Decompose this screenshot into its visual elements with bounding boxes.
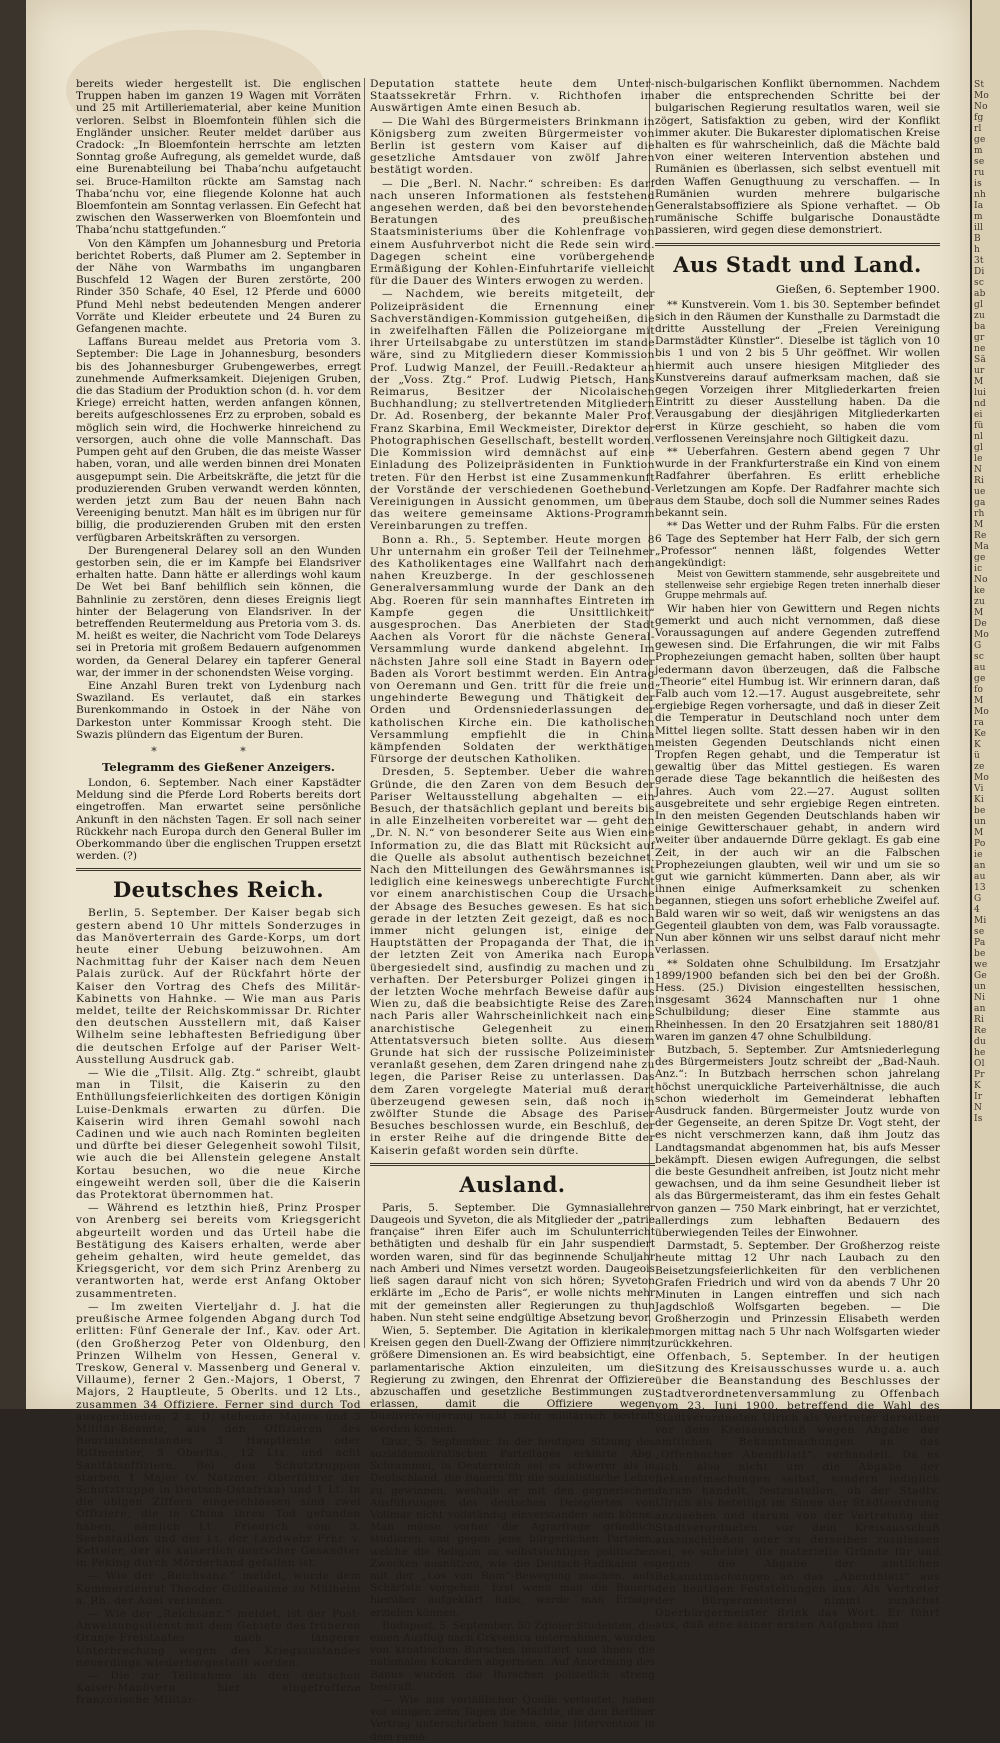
section-divider bbox=[370, 1163, 655, 1166]
facing-page-line: 4 bbox=[974, 905, 980, 915]
facing-page-line: ru bbox=[974, 168, 985, 178]
article-paragraph: ** Das Wetter und der Ruhm Falbs. Für die ersten 6 Tage des September hat Herr Falb, der sich gern „Professor“ nennen läßt, folgendes Wetter angekündigt: bbox=[655, 520, 940, 569]
facing-page-line: ic bbox=[974, 564, 983, 574]
facing-page-line: Ri bbox=[974, 476, 985, 486]
facing-page-line: ue bbox=[974, 487, 986, 497]
facing-page-line: M bbox=[974, 696, 984, 706]
facing-page-line: ur bbox=[974, 366, 985, 376]
facing-page-line: Ol bbox=[974, 1059, 985, 1069]
facing-page-line: Ke bbox=[974, 729, 987, 739]
facing-page-line: B bbox=[974, 234, 981, 244]
facing-page-line: ei bbox=[974, 410, 983, 420]
article-paragraph: — Wie die „Tilsit. Allg. Ztg.“ schreibt, glaubt man in Tilsit, die Kaiserin zu den Enthüllungsfeierlichkeiten des dortigen Königin Luise-Denkmals erwarten zu dürfen. Die Kaiserin wird ihren Gemahl sowohl nach Cadinen und wie auch nach Rominten begleiten und dürfte bei dieser Gelegenheit sowohl Tilsit, wie auch die bei Allenstein gelegene Anstalt Kortau besuchen, wo die neue Kirche eingeweiht werden soll, über die die Kaiserin das Protektorat übernommen hat. bbox=[76, 1067, 361, 1202]
facing-page-line: an bbox=[974, 861, 986, 871]
facing-page-line: G bbox=[974, 894, 982, 904]
facing-page-line: Ri bbox=[974, 1015, 985, 1025]
facing-page-line: lui bbox=[974, 388, 987, 398]
facing-page-line: 3t bbox=[974, 256, 984, 266]
facing-page-line: se bbox=[974, 157, 985, 167]
facing-page-line: fo bbox=[974, 685, 984, 695]
facing-page-line: se bbox=[974, 927, 985, 937]
facing-page-line: nd bbox=[974, 399, 986, 409]
article-paragraph: Budapest, 5. September. 50 Zgloier Studenten, die einen Ausflug nach Crkvenica unternahmen, wurden von kroatischen Burschen insultiert und ihnen die nationalen Kokarden abgerissen. Auf Anordnung des Banus wurden die Burschen polizeilich streng bestraft. bbox=[370, 1619, 655, 1693]
facing-page-line: Mi bbox=[974, 916, 987, 926]
facing-page-line: rh bbox=[974, 509, 985, 519]
article-paragraph: Deputation stattete heute dem Unter-Staatssekretär Frhrn. v. Richthofen im Auswärtigen Amte einen Besuch ab. bbox=[370, 78, 655, 115]
article-paragraph: London, 6. September. Nach einer Kapstädter Meldung sind die Pferde Lord Roberts bereits dort eingetroffen. Man erwartet seine persönliche Ankunft in den nächsten Tagen. Er soll nach seiner Rückkehr nach Europa durch den General Buller im Oberkommando über die englischen Truppen ersetzt werden. (?) bbox=[76, 776, 361, 863]
article-paragraph: — Nachdem, wie bereits mitgeteilt, der Polizeipräsident die Ernennung einer Sachverständigen-Kommission gutgeheißen, die in zweifelhaften Fällen die Polizeiorgane mit ihrer Urteilsabgabe zu unterstützen im stande wäre, sind zu Mitgliedern dieser Kommission Prof. Ludwig Manzel, der Feuill.-Redakteur an der „Voss. Ztg.“ Prof. Ludwig Pietsch, Hans Reimarus, Besitzer der Nicolaischen Buchhandlung; zu stellvertretenden Mitgliedern Dr. Ad. Rosenberg, der bekannte Maler Prof. Franz Skarbina, Emil Weckmeister, Direktor der Photographischen Gesellschaft, bestellt worden. Die Kommission wird demnächst auf eine Einladung des Polizeipräsidenten in Funktion treten. Für den Herbst ist eine Zusammenkunft der Vorstände der verschiedenen Goethebund-Vereinigungen in Aussicht genommen, um über das weitere gemeinsame Aktions-Programm Vereinbarungen zu treffen. bbox=[370, 288, 655, 533]
section-heading-ausland: Ausland. bbox=[459, 1171, 566, 1197]
column-1 bbox=[76, 78, 361, 1707]
article-paragraph: bereits wieder hergestellt ist. Die englischen Truppen haben im ganzen 19 Wagen mit Vorräten und 25 mit Artilleriematerial, aber keine Munition verloren. Selbst in Bloemfontein fühlen sich die Engländer unsicher. Reuter meldet darüber aus Cradock: „In Bloemfontein herrschte am letzten Sonntag große Aufregung, als gemeldet wurde, daß eine Burenabteilung bei Thaba’nchu aufgetaucht sei. Bruce-Hamilton rückte am Samstag nach Thaba’nchu vor, eine fliegende Kolonne hat auch Bloemfontein am Sonntag verlassen. Ein Gefecht hat zwischen den Wasserwerken von Bloemfontein und Thaba’nchu stattgefunden.“ bbox=[76, 78, 361, 237]
article-paragraph: Offenbach, 5. September. In der heutigen Sitzung des Kreisausschusses wurde u. a. auch über die Beanstandung des Beschlusses der Stadtverordnetenversammlung zu Offenbach vom 23. Juni 1900, betreffend die Wahl des Stadtverordneten Ulrich als Vertreter derselben vor dem Kreisausschuß wegen Abgabe der amtlichen Bekanntmachungen an das „Offenbacher Abendblatt“, verhandelt. Da es sich also nicht um die Abgabe der Bekanntmachungen selbst, sondern lediglich darum handelt, festzustellen, ob der Stadtv. Ulrich als beteiligt im Sinne der Städteordnung anzusehen und darum von der Vertretung der Stadtverordneten vor dem Kreisausschuß auszuschließen oder zu derselben zuzulassen sei, so scheidet die materielle Gründe für und gegen die Abgabe der amtlichen Bekanntmachungen an das „Abendblatt“ aus den heutigen Feststellungen aus. Als Vertreter der Bürgermeisterei nimmt zunächst Oberbürgermeister Brink das Wort. Er führt aus, daß eine seiner ersten Aufgaben ihm bbox=[655, 1351, 940, 1632]
facing-page-line: Sä bbox=[974, 355, 986, 365]
section-divider bbox=[655, 243, 940, 246]
facing-page-text bbox=[972, 80, 1000, 1125]
facing-page-line: Ir bbox=[974, 1092, 983, 1102]
facing-page-line: ze bbox=[974, 762, 985, 772]
facing-page-line: Ma bbox=[974, 542, 989, 552]
facing-page-line: K bbox=[974, 1081, 981, 1091]
facing-page-line: gl bbox=[974, 300, 984, 310]
article-paragraph: Butzbach, 5. September. Zur Amtsniederlegung des Bürgermeisters Joutz schreibt der „Bad-Nauh. Anz.“: In Butzbach herrschen schon jahrelang höchst unerquickliche Parteiverhältnisse, die auch schon wiederholt im Gemeinderat lebhaften Ausdruck fanden. Bürgermeister Joutz wurde von der Gegenseite, an deren Spitze Dr. Vogt steht, der es nicht verschmerzen kann, daß ihm Joutz das Landtagsmandat abgenommen hat, bis aufs Messer bekämpft. Diesen ewigen Aufregungen, die selbst die beste Gesundheit anfreiben, ist Joutz nicht mehr gewachsen, und da ihm seine Gesundheit lieber ist als das Bürgermeisteramt, das ihm ein festes Gehalt von ganzen — 750 Mark einbringt, hat er verzichtet, allerdings zum lebhaften Bedauern des überwiegenden Teiles der Einwohner. bbox=[655, 1043, 940, 1239]
facing-page-line: Mo bbox=[974, 707, 990, 717]
facing-page-line: be bbox=[974, 949, 986, 959]
article-paragraph: Dresden, 5. September. Ueber die wahren Gründe, die den Zaren von dem Besuch der Pariser Weltausstellung abgehalten — ein Besuch, der thatsächlich geplant und bereits bis in alle Einzelheiten vorbereitet war — geht den „Dr. N. N.“ von besonderer Seite aus Wien eine Information zu, die das Blatt mit Rücksicht auf die Quelle als absolut authentisch bezeichnet. Nach den Mitteilungen des Gewährsmannes ist lediglich eine keineswegs unberechtigte Furcht vor einem anarchistischen Coup die Ursache der Absage des Besuches gewesen. Es hat sich gerade in der letzten Zeit gezeigt, daß es noch immer nicht gelungen ist, einige der Hauptstätten der Propaganda der That, die in der letzten Zeit von Amerika nach Europa übergesiedelt sind, ausfindig zu machen und zu verhaften. Der Petersburger Polizei gingen in der letzten Woche mehrfach Beweise dafür aus Wien zu, daß die beabsichtigte Reise des Zaren nach Paris aller Wahrscheinlichkeit nach eine anarchistische Gelegenheit zu einem Attentatsversuch bieten sollte. Aus diesem Grunde hat sich der russische Polizeiminister veranlaßt gesehen, dem Zaren dringend nahe zu legen, die Pariser Reise zu unterlassen. Das dem Zaren vorgelegte Material muß derart überzeugend gewesen sein, daß noch in zwölfter Stunde die Absage des Pariser Besuches beschlossen wurde, ein Beschluß, der in erster Reihe auf die dringende Bitte der Kaiserin gefaßt worden sein dürfte. bbox=[370, 766, 655, 1157]
facing-page-line: M bbox=[974, 377, 984, 387]
facing-page-line: au bbox=[974, 872, 986, 882]
article-paragraph: — Im zweiten Vierteljahr d. J. hat die preußische Armee folgenden Abgang durch Tod erlitten: Fünf Generale der Inf., Kav. oder Art. (den Großherzog Peter von Oldenburg, den Prinzen Wilhelm von Hessen, General v. Treskow, General v. Massenberg und General v. Villaume), ferner 2 Gen.-Majors, 1 Oberst, 7 Majors, 2 Hauptleute, 5 Oberlts. und 12 Lts., zusammen 34 Offiziere. Ferner sind durch Tod ausgeschieden: 2 z. D. stehende Majors und 3 Militär-Beamte, aus den Offizieren des Beurlaubtenstandes 3 Hauptleute oder Rittmeister, 5 Oberlts., 12 Lts. und acht Sanitätsoffiziere. Bei den Schutztruppen starben 1 Major (v. Natzmer, Oberführer der Schutztruppe in Deutsch-Ostafrika) und 1 Lt. In die obigen Ziffern eingeschlossen sind zwei Offiziere, die in China ihren Tod gefunden haben, nämlich Lt. Friedrich vom 3. Seebataillon und der Lt. der Landwehr Frhr. v. Ketteler, der als kaiserlich deutscher Gesandter in Peking durch Mörderhand gefallen ist. bbox=[76, 1300, 361, 1570]
article-paragraph: — Wie der „Reichsanz.“ meldet, wurde dem Kommerzienrat Theodor Guilleaume zu Mülheim a. Rh. der Adel verliehen. bbox=[76, 1570, 361, 1607]
facing-page-line: gr bbox=[974, 333, 985, 343]
facing-page-line: un bbox=[974, 817, 986, 827]
facing-page-line: M bbox=[974, 608, 984, 618]
facing-page-line: Ki bbox=[974, 795, 985, 805]
facing-page-line: be bbox=[974, 806, 986, 816]
section-heading-aus-stadt-und-land: Aus Stadt und Land. bbox=[673, 251, 922, 277]
facing-page-line: Mo bbox=[974, 630, 990, 640]
article-paragraph: Wien, 5. September. Die Agitation in klerikalen Kreisen gegen den Duell-Zwang der Offiziere nimmt größere Dimensionen an. Es wird beabsichtigt, eine parlamentarische Aktion einzuleiten, um die Regierung zu zwingen, den Ehrenrat der Offiziere abzuschaffen und gesetzliche Bestimmungen zu erlassen, damit die Offiziere wegen Duellverweigerung nicht mehr militärisch bestraft werden können. bbox=[370, 1324, 655, 1435]
facing-page-line: fg bbox=[974, 113, 984, 123]
facing-page-line: K bbox=[974, 740, 981, 750]
facing-page-line: ne bbox=[974, 344, 986, 354]
article-paragraph: Eine Anzahl Buren trekt von Lydenburg nach Swaziland. Es verlautet, daß ein starkes Burenkommando in Ostoek in der Nähe von Darkeston unter Kommissar Kroogh steht. Die Swazis plündern das Eigentum der Buren. bbox=[76, 679, 361, 741]
facing-page-line: Pa bbox=[974, 938, 986, 948]
facing-page-line: nh bbox=[974, 190, 986, 200]
facing-page-edge bbox=[972, 0, 1000, 1409]
facing-page-line: Po bbox=[974, 839, 986, 849]
facing-page-line: an bbox=[974, 1004, 986, 1014]
facing-page-line: ab bbox=[974, 289, 986, 299]
facing-page-line: ge bbox=[974, 553, 986, 563]
facing-page-line: nl bbox=[974, 432, 984, 442]
article-paragraph: Paris, 5. September. Die Gymnasiallehrer Daugeois und Syveton, die als Mitglieder der „patrie française“ ihren Eifer auch im Schulunterricht bethätigten und deshalb für ein Jahr suspendiert worden waren, sind für das beginnende Schuljahr nach Amberi und Nimes versetzt worden. Daugeois ließ sagen darauf nicht von sich hören; Syveton erklärte im „Echo de Paris“, er wolle nichts mehr mit der gemeinsten aller Regierungen zu thun haben. Nun steht seine endgültige Absetzung bevor. bbox=[370, 1201, 655, 1324]
facing-page-line: ü bbox=[974, 751, 980, 761]
facing-page-line: Ni bbox=[974, 993, 986, 1003]
facing-page-line: un bbox=[974, 982, 986, 992]
facing-page-line: fü bbox=[974, 421, 984, 431]
facing-page-line: we bbox=[974, 960, 988, 970]
column-2 bbox=[370, 78, 655, 1743]
forecast-quote: Meist von Gewittern stammende, sehr ausgebreitete und stellenweise sehr ergiebige Regen treten innerhalb dieser Gruppe mehrmals auf. bbox=[665, 570, 940, 602]
facing-page-line: Re bbox=[974, 531, 987, 541]
facing-page-line: zu bbox=[974, 311, 985, 321]
article-paragraph: — Die Wahl des Bürgermeisters Brinkmann in Königsberg zum zweiten Bürgermeister von Berlin ist gestern vom Kaiser auf die gesetzliche Amtsdauer von zwölf Jahren bestätigt worden. bbox=[370, 115, 655, 177]
section-divider bbox=[76, 868, 361, 871]
section-heading-deutsches-reich: Deutsches Reich. bbox=[112, 877, 325, 903]
facing-page-line: No bbox=[974, 575, 988, 585]
article-paragraph: Der Burengeneral Delarey soll an den Wunden gestorben sein, die er im Kampfe bei Elandsriver erhalten hatte. Dann hätte er allerdings wohl kaum De Wet bei Banf behilflich sein können, die Bahnlinie zu zerstören, denn dieses Ereignis liegt hinter der Belagerung von Elandsriver. In der betreffenden Reutermeldung aus Pretoria vom 3. ds. M. heißt es weiter, die Nachricht vom Tode Delareys sei in Pretoria mit großem Bedauern aufgenommen worden, da General Delarey ein tapferer General war, der immer in der schonendsten Weise vorging. bbox=[76, 544, 361, 679]
facing-page-line: he bbox=[974, 1048, 986, 1058]
facing-page-line: M bbox=[974, 828, 984, 838]
facing-page-line: zu bbox=[974, 597, 985, 607]
article-paragraph: Laffans Bureau meldet aus Pretoria vom 3. September: Die Lage in Johannesburg, besonders bis des Johannesburger Grubengewerbes, erregt zunehmende Aufmerksamkeit. Diejenigen Gruben, die das Stadium der Produktion schon (d. h. vor dem Kriege) erreicht hatten, werden anfangen können, bereits aufgeschlossenes Erz zu erproben, sobald es möglich sein wird, die Hochwerke hinreichend zu versorgen, auch ohne die volle Mannschaft. Das Pumpen geht auf den Gruben, die das meiste Wasser haben, voran, und alle werden binnen drei Monaten ausgepumpt sein. Die Arbeitskräfte, die jetzt für die produzierenden Gruben verwandt werden könnten, werden jetzt zum Bau der neuen Bahn nach Vereeniging benutzt. Man hält es im übrigen nur für billig, die produzierenden Gruben mit den ersten verfügbaren Arbeitskräften zu versorgen. bbox=[76, 336, 361, 544]
facing-page-line: Re bbox=[974, 1026, 987, 1036]
facing-page-line: N bbox=[974, 465, 983, 475]
facing-page-line: Mo bbox=[974, 773, 990, 783]
column-3 bbox=[655, 78, 940, 1632]
article-paragraph: — Wie der „Reichsanz.“ meldet, ist der Post-Anweisungsdienst mit dem Gebiete des früheren Oranje-Freistaates nach längerer Unterbrechung wegen des Kriegszustandes neuerdings wiederhergestellt worden. bbox=[76, 1607, 361, 1669]
facing-page-line: G bbox=[974, 641, 982, 651]
article-paragraph: — Während es letzthin hieß, Prinz Prosper von Arenberg sei bereits vom Kriegsgericht abgeurteilt worden und das Urteil habe die Bestätigung des Kaisers erhalten, werde aber geheim gehalten, wird heute gemeldet, das Kriegsgericht, vor dem sich Prinz Arenberg zu verantworten hat, werde erst Anfang Oktober zusammentreten. bbox=[76, 1202, 361, 1300]
section-stars: * * bbox=[151, 744, 286, 758]
facing-page-line: St bbox=[974, 80, 985, 90]
dateline: Gießen, 6. September 1900. bbox=[775, 281, 940, 296]
facing-page-line: ill bbox=[974, 223, 984, 233]
facing-page-line: M bbox=[974, 520, 984, 530]
facing-page-line: ge bbox=[974, 135, 986, 145]
facing-page-line: Di bbox=[974, 267, 985, 277]
facing-page-line: sc bbox=[974, 652, 985, 662]
facing-page-line: N bbox=[974, 1103, 983, 1113]
book-gutter bbox=[0, 0, 26, 1409]
article-paragraph: — Die „Berl. N. Nachr.“ schreiben: Es darf nach unseren Informationen als feststehend angesehen werden, daß bei den bevorstehenden Beratungen des preußischen Staatsministeriums über die Kohlenfrage von einem Ausfuhrverbot nicht die Rede sein wird. Dagegen scheint eine vorübergehende Ermäßigung der Kohlen-Einfuhrtarife vielleicht für die Dauer des Winters erwogen zu werden. bbox=[370, 177, 655, 288]
facing-page-line: ie bbox=[974, 850, 983, 860]
article-paragraph: Bonn a. Rh., 5. September. Heute morgen 8 Uhr unternahm ein großer Teil der Teilnehmer des Katholikentages eine Wallfahrt nach dem nahen Kreuzberge. In der geschlossenen Generalversammlung wurde der Dank an den Abg. Roeren für sein mannhaftes Eintreten im Kampfe gegen die Unsittlichkeit“ ausgesprochen. Das Anerbieten der Stadt Aachen als Vorort für die nächste General-Versammlung wurde dankend abgelehnt. Im nächsten Jahre soll eine Stadt in Bayern oder Baden als Vorort bestimmt werden. Ein Antrag von Oeremann und Gen. tritt für die freie und ungehinderte Bewegung und Thätigkeit der Orden und Ordensniederlassungen der katholischen Kirche ein. Die katholischen Versammlung empfiehlt die in China kämpfenden Soldaten der werkthätigen Fürsorge der deutschen Katholiken. bbox=[370, 533, 655, 766]
facing-page-line: au bbox=[974, 663, 986, 673]
facing-page-line: rl bbox=[974, 124, 982, 134]
facing-page-line: Vi bbox=[974, 784, 984, 794]
article-paragraph: — Wie aus verläßlicher Quelle verlautet, haben vor einigen zehn Tagen die Mächte, die den Berliner Vertrag unterschrieben haben, eine Intervention in dem rumä- bbox=[370, 1694, 655, 1743]
facing-page-line: gl bbox=[974, 443, 984, 453]
facing-page-line: ba bbox=[974, 322, 986, 332]
telegram-heading: Telegramm des Gießener Anzeigers. bbox=[102, 759, 335, 774]
article-paragraph: ** Soldaten ohne Schulbildung. Im Ersatzjahr 1899/1900 befanden sich bei den bei der Großh. Hess. (25.) Division eingestellten hessischen, insgesamt 3624 Mannschaften nur 1 ohne Schulbildung; dieser Eine stammte aus Rheinhessen. In den 20 Ersatzjahren seit 1880/81 waren im ganzen 47 ohne Schulbildung. bbox=[655, 957, 940, 1043]
facing-page-line: Pr bbox=[974, 1070, 985, 1080]
facing-page-line: Ge bbox=[974, 971, 987, 981]
article-paragraph: ** Ueberfahren. Gestern abend gegen 7 Uhr wurde in der Frankfurterstraße ein Kind von einem Radfahrer überfahren. Es erlitt erhebliche Verletzungen am Kopfe. Der Radfahrer machte sich aus dem Staube, doch soll die Nummer seines Rades bekannt sein. bbox=[655, 446, 940, 520]
facing-page-line: Mo bbox=[974, 91, 990, 101]
facing-page-line: m bbox=[974, 212, 983, 222]
facing-page-line: sc bbox=[974, 278, 985, 288]
facing-page-line: du bbox=[974, 1037, 986, 1047]
facing-page-line: is bbox=[974, 179, 982, 189]
article-paragraph: Berlin, 5. September. Der Kaiser begab sich gestern abend 10 Uhr mittels Sonderzuges in das Manöverterrain des Garde-Korps, um dort heute einer Uebung beizuwohnen. Am Nachmittag fuhr der Kaiser nach dem Neuen Palais zurück. Auf der Rückfahrt hörte der Kaiser den Vortrag des Chefs des Militär-Kabinetts von Hahnke. — Wie man aus Paris meldet, teilte der Reichskommissar Dr. Richter den deutschen Ausstellern mit, daß Kaiser Wilhelm seine lebhaftesten Befriedigung über die deutschen Erfolge auf der Pariser Welt-Ausstellung Ausdruck gab. bbox=[76, 907, 361, 1066]
article-paragraph: — Die zur Teilnahme an den deutschen Kaiser-Manövern hier eingetroffene französische Militär- bbox=[76, 1669, 361, 1707]
facing-page-line: ke bbox=[974, 586, 986, 596]
column-rule bbox=[364, 78, 365, 1348]
facing-page-line: Is bbox=[974, 1114, 983, 1124]
facing-page-line: De bbox=[974, 619, 987, 629]
article-paragraph: ** Kunstverein. Vom 1. bis 30. September befindet sich in den Räumen der Kunsthalle zu Darmstadt die dritte Ausstellung der „Freien Vereinigung Darmstädter Künstler“. Dieselbe ist täglich von 10 bis 1 und von 2 bis 5 Uhr geöffnet. Wir wollen hiermit auch unsere hiesigen Mitglieder des Kunstvereins darauf aufmerksam machen, daß sie gegen Vorzeigen ihrer Mitgliederkarten freien Eintritt zu dieser Ausstellung haben. Da die Verausgabung der diesjährigen Mitgliederkarten erst in Kürze geschieht, so haben die vom verflossenen Vereinsjahre noch Giltigkeit dazu. bbox=[655, 298, 940, 445]
facing-page-line: 13 bbox=[974, 883, 986, 893]
facing-page-line: m bbox=[974, 146, 983, 156]
facing-page-line: ge bbox=[974, 674, 986, 684]
facing-page-line: Ia bbox=[974, 201, 984, 211]
article-paragraph: Darmstadt, 5. September. Der Großherzog reiste heute mittag 12 Uhr nach Laubach zu den Beisetzungsfeierlichkeiten für den verblichenen Grafen Friedrich und wird von da abends 7 Uhr 20 Minuten in Langen eintreffen und sich nach Jagdschloß Wolfsgarten begeben. — Die Großherzogin und Prinzessin Elisabeth werden morgen mittag nach 5 Uhr nach Wolfsgarten wieder zurückkehren. bbox=[655, 1240, 940, 1350]
article-paragraph: Graz, 5. September. In der heutigen Sitzung des sozialdemokratischen Parteitages erklärte Abg. Schrammel, in Oesterreich sei es schwerer als in Deutschland, die Bauern für die sozialistische Lehre zu gewinnen, weshalb er mit den gegnerischen Ausführungen des deutschen Delegierten von Vollmar nicht vollständig einverstanden sein könne. Man müsse vorher die Agrarfrage gründlich studieren und gegen jene bürgerlichen Parteien, welche die Religion zu selbstsüchtigen politischen Zwecken ausnützen, wie die Deutsch-Radikalen es mit der „Los von Rom“-Bewegung machen, aufs Schärfste vorgehen. Erst wenn man die Bauern hierüber aufgeklärt habe, werde man Erfolge erzielen können. bbox=[370, 1435, 655, 1619]
facing-page-line: No bbox=[974, 102, 988, 112]
facing-page-line: h bbox=[974, 245, 980, 255]
article-paragraph: Von den Kämpfen um Johannesburg und Pretoria berichtet Roberts, daß Plumer am 2. September in der Nähe von Warmbaths im ungangbaren Buschfeld 12 Wagen der Buren zerstörte, 200 Rinder 350 Schafe, 40 Esel, 12 Pferde und 6000 Pfund Mehl nebst bedeutenden Mengen anderer Vorräte und Kleider erbeutete und 24 Buren zu Gefangenen machte. bbox=[76, 237, 361, 336]
article-paragraph: nisch-bulgarischen Konflikt übernommen. Nachdem aber die entsprechenden Schritte bei der bulgarischen Regierung resultatlos waren, weil sie zögert, Satisfaktion zu geben, wird der Konflikt immer akuter. Die Bukarester diplomatischen Kreise halten es für wahrscheinlich, daß die Mächte bald von einer weiteren Intervention abstehen und Rumänien es überlassen, sich selbst eventuell mit den Waffen Genugthuung zu verschaffen. — In Rumänien wurden mehrere bulgarische Generalstabsoffiziere als Spione verhaftet. — Ob rumänische Schiffe bulgarische Donaustädte passieren, wird gegen diese demonstriert. bbox=[655, 78, 940, 237]
facing-page-line: ga bbox=[974, 498, 986, 508]
facing-page-line: ra bbox=[974, 718, 985, 728]
facing-page-line: le bbox=[974, 454, 983, 464]
article-paragraph: Wir haben hier von Gewittern und Regen nichts gemerkt und auch nicht vernommen, daß diese Voraussagungen auf andere Gegenden zutreffend gewesen sind. Die Erfahrungen, die wir mit Falbs Prophezeiungen gemacht haben, sollten über haupt jedermann davon überzeugen, daß die Falbsche „Theorie“ eitel Humbug ist. Wir erinnern daran, daß Falb auch vom 12.—17. August ausgebreitete, sehr ergiebige Regen vorhersagte, und daß in dieser Zeit die Temperatur in Deutschland noch unter dem Mittel liegen sollte. Statt dessen haben wir in den meisten Gegenden Deutschlands nicht einen Tropfen Regen gehabt, und die Temperatur ist gewaltig über das Mittel gestiegen. Es waren gerade diese Tage bekanntlich die heißesten des Jahres. Auch vom 22.—27. August sollten ausgebreitete und sehr ergiebige Regen eintreten. In den meisten Gegenden Deutschlands haben wir einige Gewitterschauer gehabt, in andern wird weiter über andauernde Dürre geklagt. Es gab eine Zeit, in der auch wir an die Falbschen Prophezeiungen glaubten, weil wir und um sie so gut wie garnicht kümmerten. Dann aber, als wir ihnen einige Aufmerksamkeit zu schenken begannen, stiegen uns sofort erhebliche Zweifel auf. Bald waren wir so weit, daß wir wenigstens an das Gegenteil glaubten von dem, was Falb voraussagte. Nun aber können wir uns selbst darauf nicht mehr verlassen. bbox=[655, 602, 940, 957]
